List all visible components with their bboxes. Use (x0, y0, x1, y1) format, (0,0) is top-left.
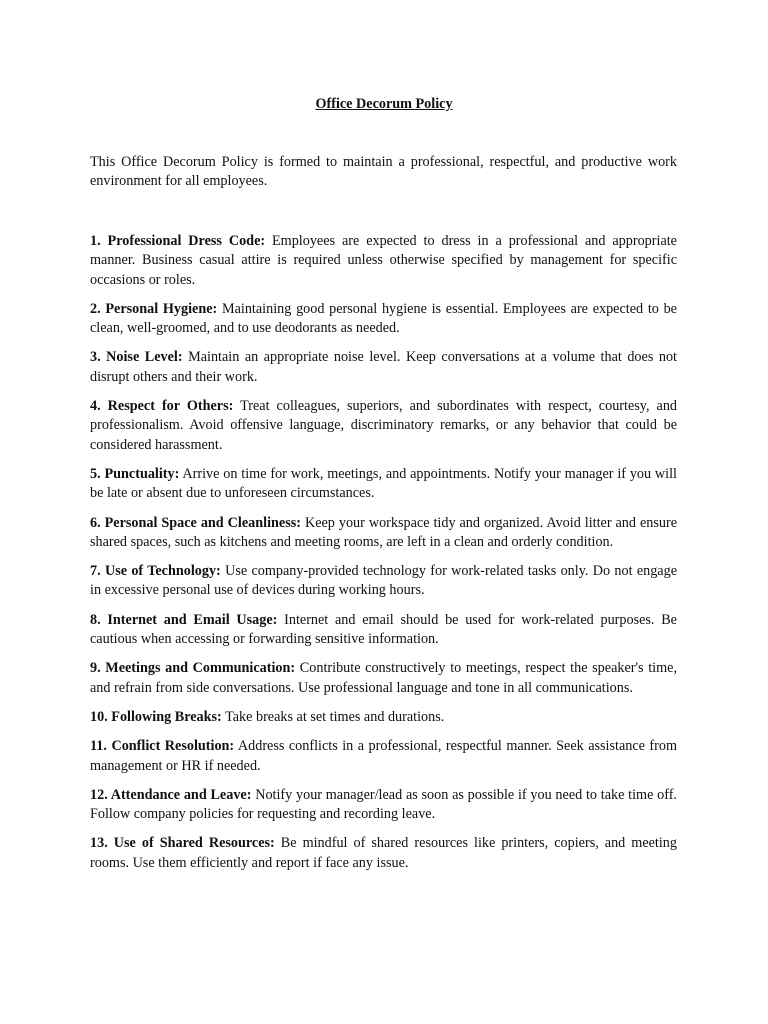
policy-item-title: 3. Noise Level: (90, 349, 183, 366)
policy-item-text: Be mindful of shared resources like printers, copiers, and meeting rooms. Use them efficiently and report if face any issue. (90, 835, 677, 871)
policy-item (90, 465, 677, 504)
policy-item-title: 12. Attendance and Leave: (90, 786, 252, 803)
policy-item-text: Employees are expected to dress in a professional and appropriate manner. Business casual attire is required unless otherwise specified by management for specific occasions or roles. (90, 233, 677, 288)
policy-item-title: 5. Punctuality: (90, 465, 180, 482)
policy-item (90, 348, 677, 387)
policy-item (90, 786, 677, 825)
policy-item-title: 1. Professional Dress Code: (90, 233, 266, 249)
policy-item-text: Internet and email should be used for work-related purposes. Be cautious when accessing or forwarding sensitive information. (90, 611, 677, 648)
policy-item-title: 8. Internet and Email Usage: (90, 611, 278, 628)
policy-item-text: Keep your workspace tidy and organized. Avoid litter and ensure shared spaces, such as kitchens and meeting rooms, are left in a clean and orderly condition. (90, 514, 677, 550)
intro-paragraph: This Office Decorum Policy is formed to maintain a professional, respectful, and productive work environment for all employees. (90, 154, 677, 190)
policy-item-title: 9. Meetings and Communication: (90, 660, 296, 677)
policy-item-title: 10. Following Breaks: (90, 708, 222, 725)
policy-item-title: 7. Use of Technology: (90, 563, 221, 580)
policy-item (90, 834, 677, 873)
policy-item (90, 562, 677, 601)
policy-item (90, 611, 677, 650)
policy-item-title: 2. Personal Hygiene: (90, 300, 218, 317)
policy-item-text: Notify your manager/lead as soon as possible if you need to take time off. Follow company policies for requesting and recording leave. (90, 786, 677, 823)
policy-item (90, 737, 677, 776)
policy-item-title: 13. Use of Shared Resources: (90, 835, 275, 852)
policy-item-title: 6. Personal Space and Cleanliness: (90, 514, 301, 531)
policy-item-text: Arrive on time for work, meetings, and appointments. Notify your manager if you will be late or absent due to unforeseen circumstances. (90, 465, 677, 502)
policy-item (90, 232, 677, 290)
policy-item-title: 4. Respect for Others: (90, 398, 234, 415)
policy-item (90, 659, 677, 698)
policy-item-text: Maintaining good personal hygiene is essential. Employees are expected to be clean, well-groomed, and to use deodorants as needed. (90, 300, 677, 337)
policy-item-text: Take breaks at set times and durations. (221, 708, 445, 725)
policy-item-text: Use company-provided technology for work-related tasks only. Do not engage in excessive personal use of devices during working hours. (90, 563, 677, 599)
policy-item-text: Maintain an appropriate noise level. Keep conversations at a volume that does not disrupt others and their work. (90, 349, 677, 385)
policy-item-title: 11. Conflict Resolution: (90, 738, 235, 755)
policy-item (90, 397, 677, 455)
policy-item (90, 708, 677, 727)
policy-item-text: Address conflicts in a professional, respectful manner. Seek assistance from management or HR if needed. (90, 738, 677, 774)
policy-item (90, 300, 677, 339)
policy-item (90, 514, 677, 553)
document-title: Office Decorum Policy (315, 96, 453, 112)
policy-item-text: Treat colleagues, superiors, and subordinates with respect, courtesy, and professionalism. Avoid offensive language, discriminatory remarks, or any behavior that could be considered harassment. (90, 398, 678, 453)
policy-item-text: Contribute constructively to meetings, respect the speaker's time, and refrain from side conversations. Use professional language and tone in all communications. (90, 660, 677, 696)
policy-list (90, 232, 677, 883)
